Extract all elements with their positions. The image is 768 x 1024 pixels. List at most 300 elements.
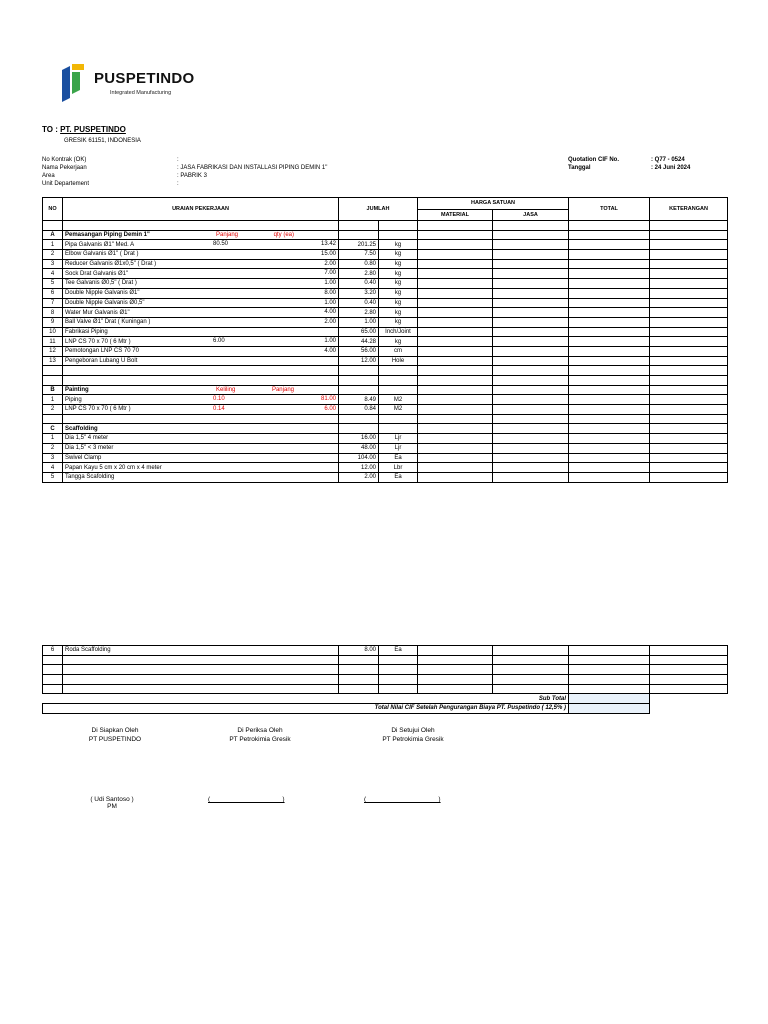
- row-total: [569, 269, 650, 279]
- row-remarks: [650, 327, 728, 337]
- row-material-price: [418, 230, 493, 240]
- row-no: 6: [43, 646, 63, 656]
- row-service-price: [493, 463, 569, 473]
- quotation-table-continued: [42, 645, 728, 714]
- row-remarks: [650, 405, 728, 415]
- row-quantity: 0.84: [339, 405, 379, 415]
- row-description: [63, 356, 339, 366]
- row-unit: kg: [379, 337, 418, 347]
- recipient-prefix: TO :: [42, 125, 58, 134]
- row-total: [569, 259, 650, 269]
- row-unit: [379, 424, 418, 434]
- table-row: [43, 453, 728, 463]
- row-quantity: [339, 675, 379, 685]
- header-jasa: JASA: [493, 209, 569, 221]
- row-material-price: [418, 337, 493, 347]
- quotation-labels: [568, 156, 619, 172]
- row-unit: kg: [379, 279, 418, 289]
- row-measure-2: Panjang: [271, 386, 294, 393]
- table-row: [43, 221, 728, 231]
- row-total: [569, 453, 650, 463]
- row-remarks: [650, 337, 728, 347]
- row-quantity: 12.00: [339, 356, 379, 366]
- table-row: [43, 337, 728, 347]
- row-quantity: 1.00: [339, 317, 379, 327]
- row-service-price: [493, 453, 569, 463]
- row-description-text: LNP CS 70 x 70 ( 6 Mtr ): [65, 406, 131, 413]
- info-labels: [42, 156, 89, 188]
- row-total: [569, 317, 650, 327]
- row-no: 1: [43, 395, 63, 405]
- row-description: [63, 376, 339, 386]
- row-remarks: [650, 230, 728, 240]
- row-unit: Inch/Joint: [379, 327, 418, 337]
- row-total: [569, 356, 650, 366]
- row-quantity: 65.00: [339, 327, 379, 337]
- row-measure-1: 0.10: [213, 396, 225, 403]
- row-unit: [379, 665, 418, 675]
- row-material-price: [418, 240, 493, 250]
- row-description-text: Elbow Galvanis Ø1" ( Drat ): [65, 251, 139, 258]
- row-quantity: [339, 655, 379, 665]
- signature-approved-name: ( ): [364, 796, 441, 803]
- row-measure-2: 2.00: [324, 260, 336, 267]
- row-measure-2: 1.00: [324, 280, 336, 287]
- row-material-price: [418, 395, 493, 405]
- row-total: [569, 288, 650, 298]
- row-remarks: [650, 385, 728, 395]
- row-quantity: [339, 366, 379, 376]
- row-description-text: Dia 1,5" < 3 meter: [65, 445, 114, 452]
- row-no: 5: [43, 279, 63, 289]
- table-row: [43, 308, 728, 318]
- row-unit: [379, 230, 418, 240]
- row-service-price: [493, 376, 569, 386]
- row-quantity: 201.25: [339, 240, 379, 250]
- row-no: [43, 665, 63, 675]
- row-total: [569, 279, 650, 289]
- row-no: 11: [43, 337, 63, 347]
- row-description: [63, 308, 339, 318]
- row-measure-2: 2.00: [324, 318, 336, 325]
- signature-approved-company: PT Petrokimia Gresik: [382, 736, 444, 743]
- row-quantity: 0.80: [339, 259, 379, 269]
- signature-prepared-company: PT PUSPETINDO: [88, 736, 142, 743]
- row-unit: [379, 366, 418, 376]
- row-unit: kg: [379, 317, 418, 327]
- signature-prepared-position: PM: [107, 803, 117, 810]
- table-row: [43, 250, 728, 260]
- row-description: [63, 443, 339, 453]
- signature-checked-company: PT Petrokimia Gresik: [229, 736, 291, 743]
- row-unit: cm: [379, 346, 418, 356]
- row-unit: kg: [379, 269, 418, 279]
- row-remarks: [650, 298, 728, 308]
- row-no: 7: [43, 298, 63, 308]
- row-description: [63, 395, 339, 405]
- row-total: [569, 337, 650, 347]
- table-row: [43, 376, 728, 386]
- table-row: [43, 665, 728, 675]
- row-material-price: [418, 298, 493, 308]
- date-label: Tanggal: [568, 165, 591, 171]
- row-material-price: [418, 288, 493, 298]
- row-no: 5: [43, 472, 63, 482]
- info-label-contract: No Kontrak (OK): [42, 157, 87, 163]
- table-row: [43, 298, 728, 308]
- row-remarks: [650, 240, 728, 250]
- signature-checked-name: ( ): [208, 796, 285, 803]
- logo-tagline: Integrated Manufacturing: [110, 90, 172, 96]
- row-service-price: [493, 221, 569, 231]
- row-remarks: [650, 665, 728, 675]
- quotation-values: [651, 156, 690, 172]
- row-description: [63, 298, 339, 308]
- table-row: [43, 646, 728, 656]
- row-measure-2: 4.00: [324, 309, 336, 316]
- row-remarks: [650, 376, 728, 386]
- row-service-price: [493, 337, 569, 347]
- table-row: [43, 414, 728, 424]
- row-description-text: Swivel Clamp: [65, 454, 102, 461]
- row-total: [569, 221, 650, 231]
- row-service-price: [493, 356, 569, 366]
- date-value: : 24 Juni 2024: [651, 165, 691, 171]
- table-row: [43, 405, 728, 415]
- row-measure-1: 80.50: [213, 241, 229, 248]
- row-quantity: [339, 376, 379, 386]
- row-total: [569, 414, 650, 424]
- row-measure-2: 81.00: [320, 396, 336, 403]
- row-description-text: Dia 1,5" 4 meter: [65, 435, 109, 442]
- row-service-price: [493, 346, 569, 356]
- row-quantity: 8.00: [339, 646, 379, 656]
- row-no: 10: [43, 327, 63, 337]
- row-service-price: [493, 385, 569, 395]
- signature-checked-title: Di Periksa Oleh: [237, 727, 283, 734]
- row-description: [63, 279, 339, 289]
- row-no: 8: [43, 308, 63, 318]
- row-total: [569, 646, 650, 656]
- row-description-text: Fabrikasi Piping: [65, 328, 108, 335]
- row-service-price: [493, 288, 569, 298]
- row-unit: [379, 221, 418, 231]
- row-quantity: 56.00: [339, 346, 379, 356]
- row-description: [63, 463, 339, 473]
- row-material-price: [418, 443, 493, 453]
- row-description-text: Ball Valve Ø1" Drat ( Kuningan ): [65, 319, 151, 326]
- row-material-price: [418, 453, 493, 463]
- row-description: [63, 366, 339, 376]
- row-remarks: [650, 366, 728, 376]
- table-row: [43, 366, 728, 376]
- info-value-job: : JASA FABRIKASI DAN INSTALLASI PIPING DEMIN 1": [177, 165, 328, 171]
- row-material-price: [418, 308, 493, 318]
- row-total: [569, 675, 650, 685]
- row-measure-1: Panjang: [216, 231, 239, 238]
- row-service-price: [493, 279, 569, 289]
- row-unit: kg: [379, 288, 418, 298]
- quotation-no-label: Quotation CIF No.: [568, 157, 619, 163]
- info-value-unit: :: [177, 181, 179, 187]
- row-description: [63, 675, 339, 685]
- row-unit: Lbr: [379, 463, 418, 473]
- row-total: [569, 376, 650, 386]
- row-description-text: Water Mur Galvanis Ø1": [65, 309, 130, 316]
- row-material-price: [418, 684, 493, 694]
- header-keterangan: KETERANGAN: [650, 198, 728, 221]
- row-material-price: [418, 356, 493, 366]
- table-row: [43, 443, 728, 453]
- row-service-price: [493, 240, 569, 250]
- row-quantity: 8.49: [339, 395, 379, 405]
- row-remarks: [650, 684, 728, 694]
- row-service-price: [493, 327, 569, 337]
- row-service-price: [493, 675, 569, 685]
- header-uraian: URAIAN PEKERJAAN: [63, 198, 339, 221]
- row-service-price: [493, 434, 569, 444]
- row-unit: Hole: [379, 356, 418, 366]
- table-row: [43, 327, 728, 337]
- row-service-price: [493, 424, 569, 434]
- row-description: [63, 288, 339, 298]
- table-row: [43, 230, 728, 240]
- signature-approved-title: Di Setujui Oleh: [391, 727, 435, 734]
- row-measure-2: 1.00: [324, 299, 336, 306]
- row-service-price: [493, 684, 569, 694]
- row-material-price: [418, 346, 493, 356]
- table-row: [43, 395, 728, 405]
- row-remarks: [650, 288, 728, 298]
- table-row: [43, 424, 728, 434]
- row-remarks: [650, 434, 728, 444]
- row-no: B: [43, 385, 63, 395]
- row-total: [569, 395, 650, 405]
- row-quantity: 12.00: [339, 463, 379, 473]
- recipient-address: GRESIK 61151, INDONESIA: [64, 138, 141, 144]
- row-material-price: [418, 259, 493, 269]
- row-service-price: [493, 655, 569, 665]
- row-quantity: [339, 665, 379, 675]
- row-description-text: Pemotongan LNP CS 70 70: [65, 348, 139, 355]
- row-quantity: [339, 221, 379, 231]
- row-description-text: Sock Drat Galvanis Ø1": [65, 270, 129, 277]
- row-remarks: [650, 279, 728, 289]
- header-material: MATERIAL: [418, 209, 493, 221]
- row-no: 9: [43, 317, 63, 327]
- row-no: [43, 221, 63, 231]
- row-no: 2: [43, 250, 63, 260]
- row-unit: kg: [379, 240, 418, 250]
- row-no: [43, 366, 63, 376]
- row-remarks: [650, 259, 728, 269]
- row-description: [63, 269, 339, 279]
- logo-name: PUSPETINDO: [94, 70, 195, 87]
- row-measure-1: Keliling: [216, 386, 236, 393]
- row-no: 1: [43, 434, 63, 444]
- row-no: C: [43, 424, 63, 434]
- row-quantity: [339, 414, 379, 424]
- signature-approved: [368, 727, 458, 743]
- row-description: [63, 684, 339, 694]
- row-material-price: [418, 675, 493, 685]
- signature-checked: [215, 727, 305, 743]
- table-row: [43, 259, 728, 269]
- row-unit: [379, 414, 418, 424]
- row-unit: [379, 655, 418, 665]
- row-description: [63, 472, 339, 482]
- row-unit: Ljr: [379, 434, 418, 444]
- row-description-text: Scaffolding: [65, 425, 98, 432]
- row-remarks: [650, 269, 728, 279]
- row-no: 3: [43, 259, 63, 269]
- row-material-price: [418, 463, 493, 473]
- row-total: [569, 655, 650, 665]
- row-quantity: 48.00: [339, 443, 379, 453]
- header-no: NO: [43, 198, 63, 221]
- row-remarks: [650, 346, 728, 356]
- row-service-price: [493, 395, 569, 405]
- row-quantity: 44.28: [339, 337, 379, 347]
- table-row: [43, 655, 728, 665]
- signature-prepared-title: Di Siapkan Oleh: [91, 727, 139, 734]
- row-measure-2: 7.00: [324, 270, 336, 277]
- row-service-price: [493, 317, 569, 327]
- row-quantity: [339, 684, 379, 694]
- table-row: [43, 463, 728, 473]
- row-material-price: [418, 317, 493, 327]
- row-measure-2: 4.00: [324, 347, 336, 354]
- row-service-price: [493, 405, 569, 415]
- row-description: [63, 453, 339, 463]
- row-quantity: 0.40: [339, 298, 379, 308]
- subtotal-label: Sub Total: [43, 694, 569, 704]
- row-total: [569, 463, 650, 473]
- header-jumlah: JUMLAH: [339, 198, 418, 221]
- row-description: [63, 221, 339, 231]
- row-total: [569, 684, 650, 694]
- row-remarks: [650, 646, 728, 656]
- row-remarks: [650, 317, 728, 327]
- row-no: 1: [43, 240, 63, 250]
- row-total: [569, 327, 650, 337]
- row-unit: Ea: [379, 472, 418, 482]
- row-description-text: Tee Galvanis Ø0,5" ( Drat ): [65, 280, 137, 287]
- row-description-text: Pipa Galvanis Ø1" Med. A: [65, 241, 135, 248]
- row-unit: kg: [379, 259, 418, 269]
- row-measure-2: 1.00: [324, 338, 336, 345]
- row-service-price: [493, 472, 569, 482]
- row-unit: kg: [379, 250, 418, 260]
- row-total: [569, 346, 650, 356]
- row-material-price: [418, 665, 493, 675]
- row-quantity: [339, 385, 379, 395]
- table-row: [43, 279, 728, 289]
- row-no: 2: [43, 443, 63, 453]
- row-measure-1: 0.14: [213, 406, 225, 413]
- row-quantity: 3.20: [339, 288, 379, 298]
- row-remarks: [650, 675, 728, 685]
- row-unit: [379, 376, 418, 386]
- row-measure-2: 15.00: [320, 251, 336, 258]
- row-measure-2: qty (ea): [273, 231, 294, 238]
- row-description: Roda Scaffolding: [63, 646, 339, 656]
- row-material-price: [418, 405, 493, 415]
- row-remarks: [650, 463, 728, 473]
- row-quantity: 0.40: [339, 279, 379, 289]
- row-no: [43, 684, 63, 694]
- row-material-price: [418, 472, 493, 482]
- row-material-price: [418, 221, 493, 231]
- row-measure-2: 13.42: [320, 241, 336, 248]
- info-value-contract: :: [177, 157, 179, 163]
- row-remarks: [650, 250, 728, 260]
- row-no: 12: [43, 346, 63, 356]
- table-row: [43, 346, 728, 356]
- row-unit: Ea: [379, 453, 418, 463]
- row-service-price: [493, 665, 569, 675]
- row-unit: M2: [379, 405, 418, 415]
- info-label-unit: Unit Departement: [42, 181, 90, 187]
- row-unit: [379, 684, 418, 694]
- recipient-name: PT. PUSPETINDO: [60, 125, 126, 134]
- row-description-text: Piping: [65, 396, 82, 403]
- row-remarks: [650, 395, 728, 405]
- row-description-text: Painting: [65, 387, 89, 394]
- row-description: [63, 230, 339, 240]
- puspetindo-logo-icon: [56, 62, 88, 104]
- row-service-price: [493, 308, 569, 318]
- row-description: [63, 337, 339, 347]
- info-value-area: : PABRIK 3: [177, 173, 207, 179]
- row-quantity: 16.00: [339, 434, 379, 444]
- row-no: 4: [43, 269, 63, 279]
- table-row: [43, 472, 728, 482]
- row-remarks: [650, 453, 728, 463]
- row-description-text: Double Nipple Galvanis Ø1": [65, 290, 140, 297]
- table-row: [43, 317, 728, 327]
- table-row: [43, 675, 728, 685]
- table-row: [43, 356, 728, 366]
- table-row: [43, 385, 728, 395]
- table-row: [43, 684, 728, 694]
- row-material-price: [418, 424, 493, 434]
- row-service-price: [493, 269, 569, 279]
- row-material-price: [418, 376, 493, 386]
- row-total: [569, 434, 650, 444]
- row-description-text: Double Nipple Galvanis Ø0,5": [65, 299, 145, 306]
- signature-prepared: [70, 727, 160, 743]
- row-remarks: [650, 472, 728, 482]
- row-quantity: [339, 424, 379, 434]
- row-material-price: [418, 434, 493, 444]
- row-description-text: Reducer Galvanis Ø1x0,5" ( Drat ): [65, 261, 157, 268]
- row-unit: Ea: [379, 646, 418, 656]
- row-total: [569, 250, 650, 260]
- row-total: [569, 366, 650, 376]
- row-total: [569, 424, 650, 434]
- row-service-price: [493, 298, 569, 308]
- row-description: [63, 250, 339, 260]
- row-material-price: [418, 269, 493, 279]
- row-material-price: [418, 385, 493, 395]
- row-quantity: 7.50: [339, 250, 379, 260]
- row-service-price: [493, 646, 569, 656]
- row-description-text: LNP CS 70 x 70 ( 6 Mtr ): [65, 338, 131, 345]
- info-values: [177, 156, 327, 188]
- table-row: [43, 240, 728, 250]
- row-no: [43, 414, 63, 424]
